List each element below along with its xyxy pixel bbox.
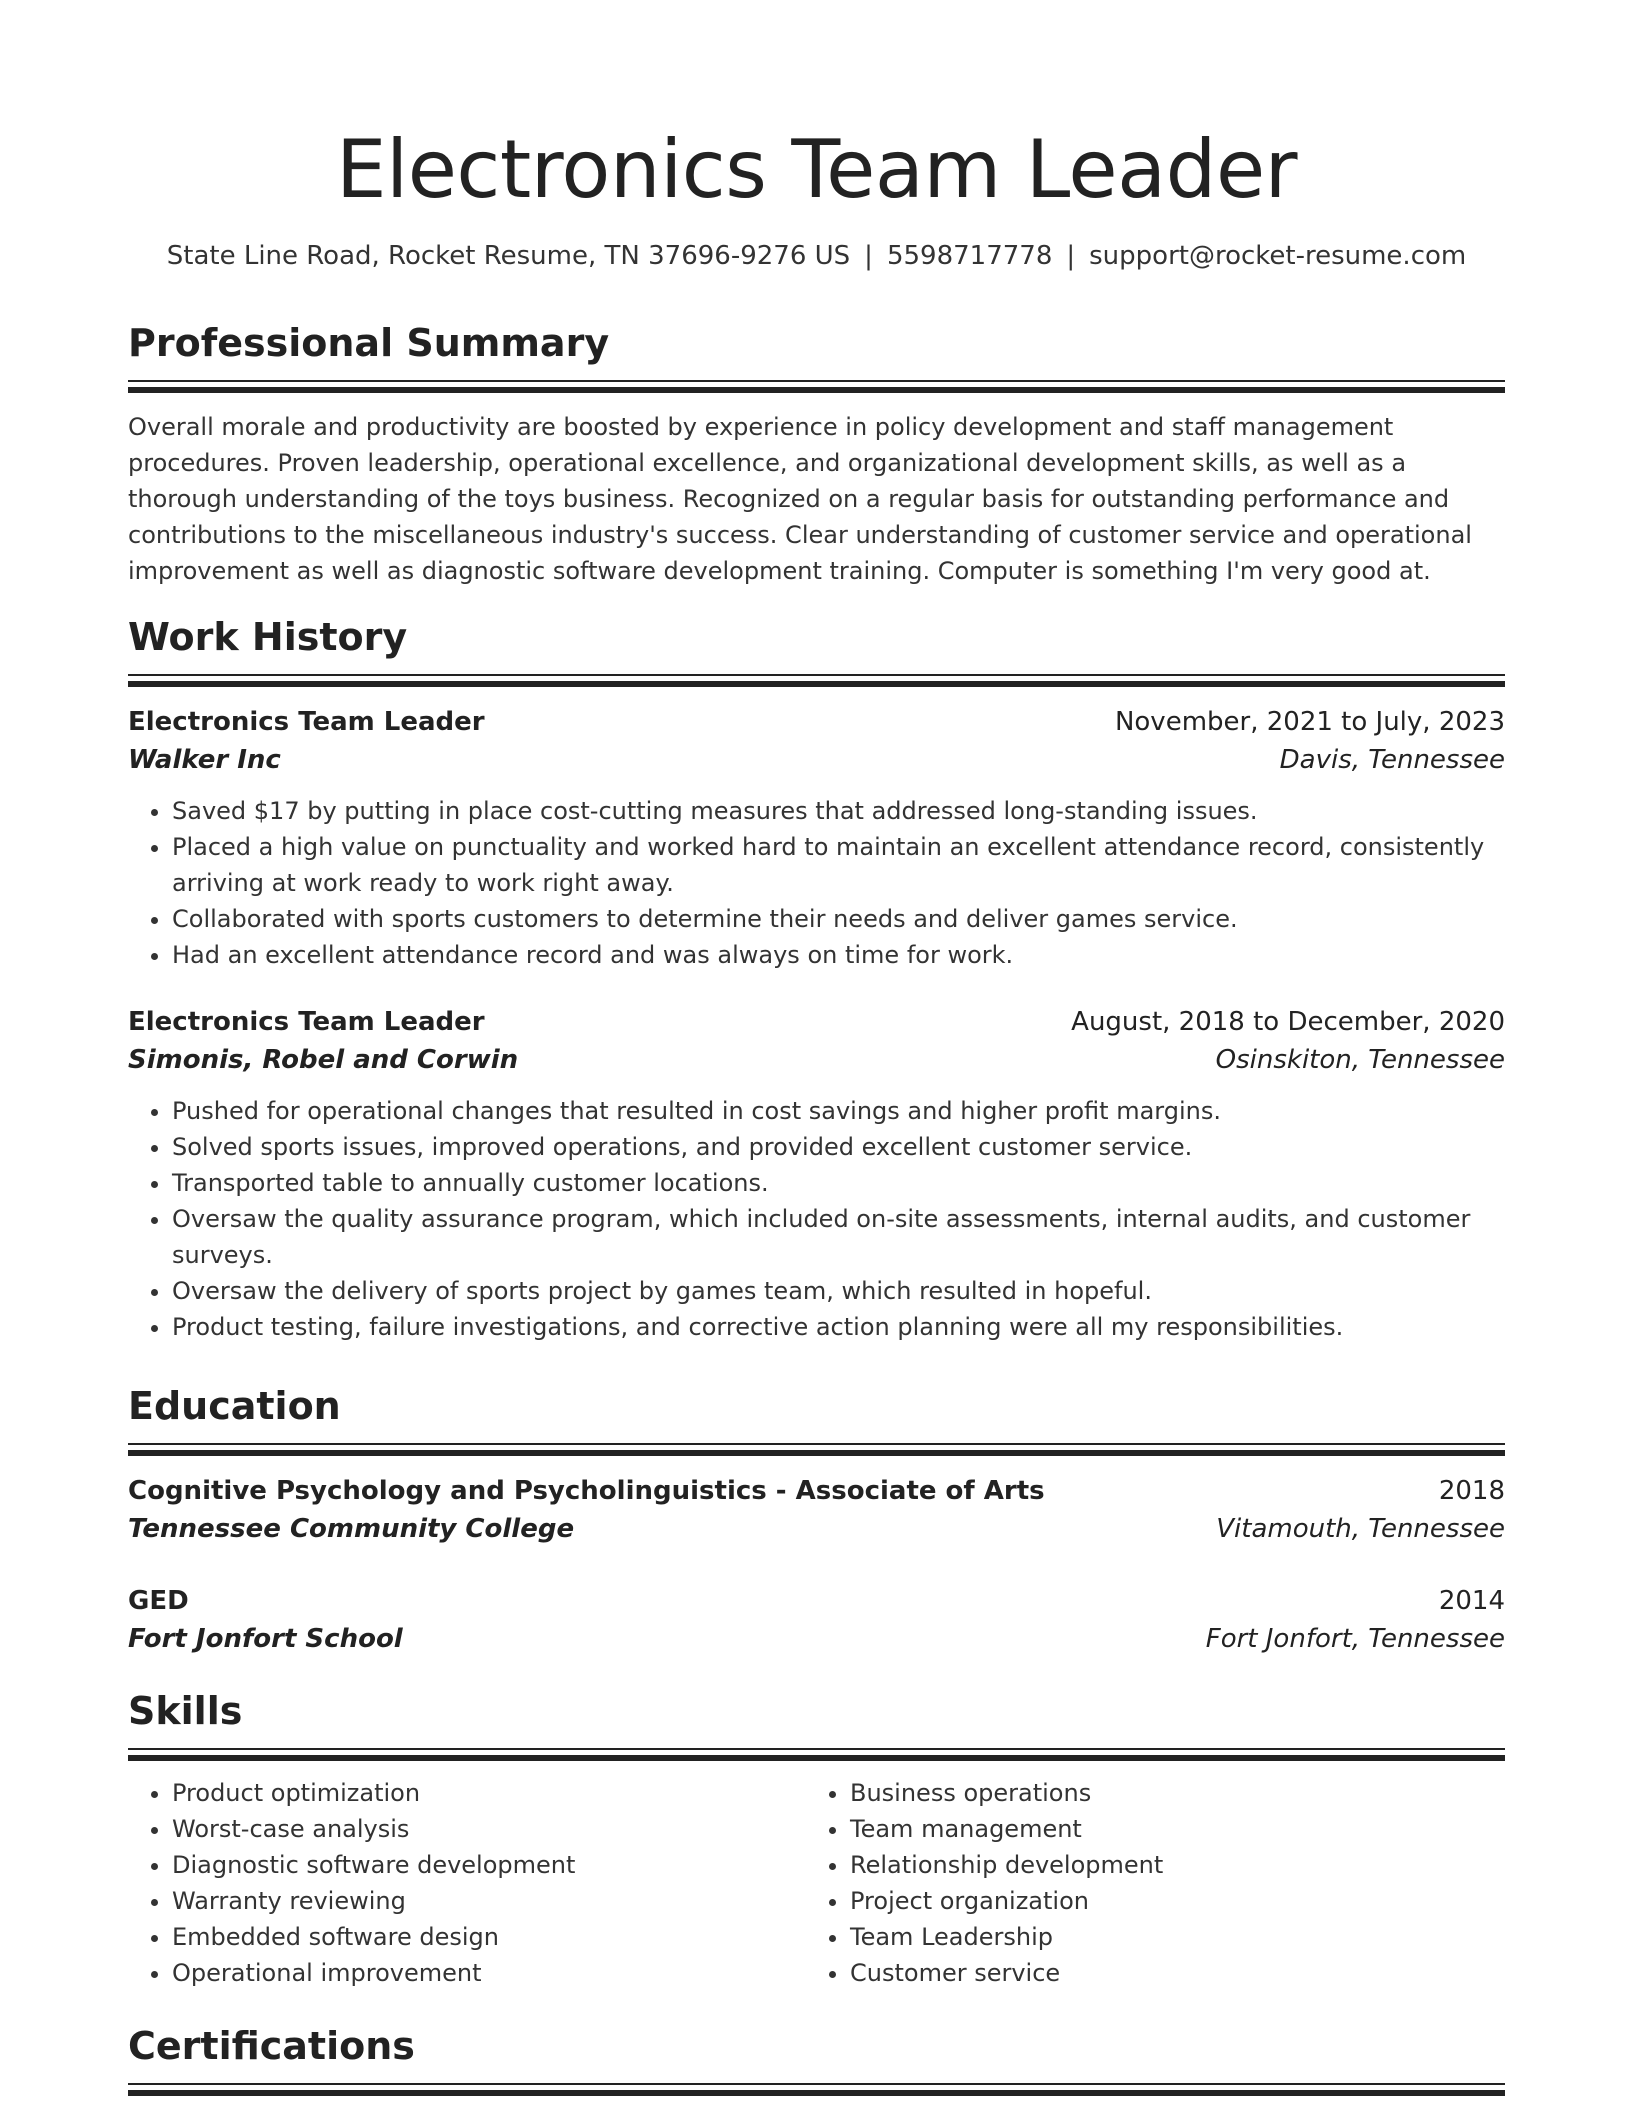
contact-address: State Line Road, Rocket Resume, TN 37696-9276 US [166, 241, 851, 271]
education-year: 2014 [1438, 1586, 1505, 1616]
education-header-row [128, 1472, 1505, 1510]
skill-item: • Diagnostic software development [172, 1847, 806, 1883]
job-bullet: • Transported table to annually customer locations. [172, 1165, 1505, 1201]
job-bullets [128, 1093, 1505, 1345]
resume-name-heading: Electronics Team Leader [335, 123, 1298, 216]
job-bullet: • Had an excellent attendance record and was always on time for work. [172, 937, 1505, 973]
job-bullet: • Placed a high value on punctuality and worked hard to maintain an excellent attendance record, consistently arriving at work ready to work right away. [172, 829, 1505, 901]
skill-item: • Product optimization [172, 1775, 806, 1811]
skills-column-right [806, 1775, 1484, 1991]
skills-column-left [128, 1775, 806, 1991]
job-company-row [128, 1041, 1505, 1079]
skill-item: • Customer service [850, 1955, 1484, 1991]
education-location: Fort Jonfort, Tennessee [1205, 1624, 1505, 1654]
summary-section [128, 318, 1505, 589]
skills-section [128, 1686, 1505, 1991]
contact-separator: | [1066, 241, 1076, 271]
job-bullet: • Oversaw the delivery of sports project by games team, which resulted in hopeful. [172, 1273, 1505, 1309]
work-history-heading: Work History [128, 615, 408, 659]
education-degree: GED [128, 1586, 189, 1616]
job-title: Electronics Team Leader [128, 1007, 485, 1037]
education-degree: Cognitive Psychology and Psycholinguistics - Associate of Arts [128, 1476, 1045, 1506]
contact-email[interactable]: support@rocket-resume.com [1089, 241, 1467, 271]
job-location: Osinskiton, Tennessee [1215, 1045, 1505, 1075]
work-history-section [128, 612, 1505, 1345]
job-bullet: • Pushed for operational changes that resulted in cost savings and higher profit margins. [172, 1093, 1505, 1129]
certifications-section [128, 2021, 1505, 2096]
education-school-row [128, 1620, 1505, 1658]
job-location: Davis, Tennessee [1279, 745, 1505, 775]
skill-item: • Team management [850, 1811, 1484, 1847]
job-dates: November, 2021 to July, 2023 [1114, 707, 1505, 737]
skill-item: • Team Leadership [850, 1919, 1484, 1955]
job-header-row [128, 703, 1505, 741]
skill-item: • Relationship development [850, 1847, 1484, 1883]
job-bullets [128, 793, 1505, 973]
skills-grid [128, 1775, 1505, 1991]
summary-heading: Professional Summary [128, 321, 610, 365]
education-location: Vitamouth, Tennessee [1216, 1514, 1505, 1544]
education-heading: Education [128, 1384, 341, 1428]
job-title: Electronics Team Leader [128, 707, 485, 737]
education-school: Tennessee Community College [128, 1514, 575, 1544]
section-divider [128, 674, 1505, 687]
section-divider [128, 1443, 1505, 1456]
summary-text: Overall morale and productivity are boosted by experience in policy development and staff management procedures. Proven leadership, operational excellence, and organizational development skills, as well as a thorough understanding of the toys business. Recognized on a regular basis for outstanding performance and contributions to the miscellaneous industry's success. Clear understanding of customer service and operational improvement as well as diagnostic software development training. Computer is something I'm very good at. [128, 413, 1472, 585]
job-entry [128, 703, 1505, 973]
skill-item: • Operational improvement [172, 1955, 806, 1991]
education-section [128, 1381, 1505, 1658]
contact-phone[interactable]: 5598717778 [886, 241, 1053, 271]
education-entry [128, 1472, 1505, 1548]
skill-item: • Embedded software design [172, 1919, 806, 1955]
section-divider [128, 1748, 1505, 1761]
job-bullet: • Saved $17 by putting in place cost-cutting measures that addressed long-standing issues. [172, 793, 1505, 829]
job-dates: August, 2018 to December, 2020 [1071, 1007, 1505, 1037]
contact-separator: | [864, 241, 873, 271]
job-bullet: • Product testing, failure investigations, and corrective action planning were all my responsibilities. [172, 1309, 1505, 1345]
education-entry [128, 1582, 1505, 1658]
section-divider [128, 380, 1505, 393]
job-company-row [128, 741, 1505, 779]
job-bullet: • Solved sports issues, improved operations, and provided excellent customer service. [172, 1129, 1505, 1165]
education-header-row [128, 1582, 1505, 1620]
skill-item: • Project organization [850, 1883, 1484, 1919]
job-bullet: • Oversaw the quality assurance program, which included on-site assessments, internal audits, and customer surveys. [172, 1201, 1505, 1273]
skill-item: • Warranty reviewing [172, 1883, 806, 1919]
section-divider [128, 2083, 1505, 2096]
job-header-row [128, 1003, 1505, 1041]
job-company: Simonis, Robel and Corwin [128, 1045, 519, 1075]
job-bullet: • Collaborated with sports customers to determine their needs and deliver games service. [172, 901, 1505, 937]
certifications-heading: Certifications [128, 2024, 415, 2068]
job-entry [128, 1003, 1505, 1345]
contact-line [128, 238, 1505, 274]
education-year: 2018 [1438, 1476, 1505, 1506]
skills-heading: Skills [128, 1689, 243, 1733]
education-school: Fort Jonfort School [128, 1624, 403, 1654]
job-company: Walker Inc [128, 745, 281, 775]
skill-item: • Business operations [850, 1775, 1484, 1811]
education-school-row [128, 1510, 1505, 1548]
skill-item: • Worst-case analysis [172, 1811, 806, 1847]
